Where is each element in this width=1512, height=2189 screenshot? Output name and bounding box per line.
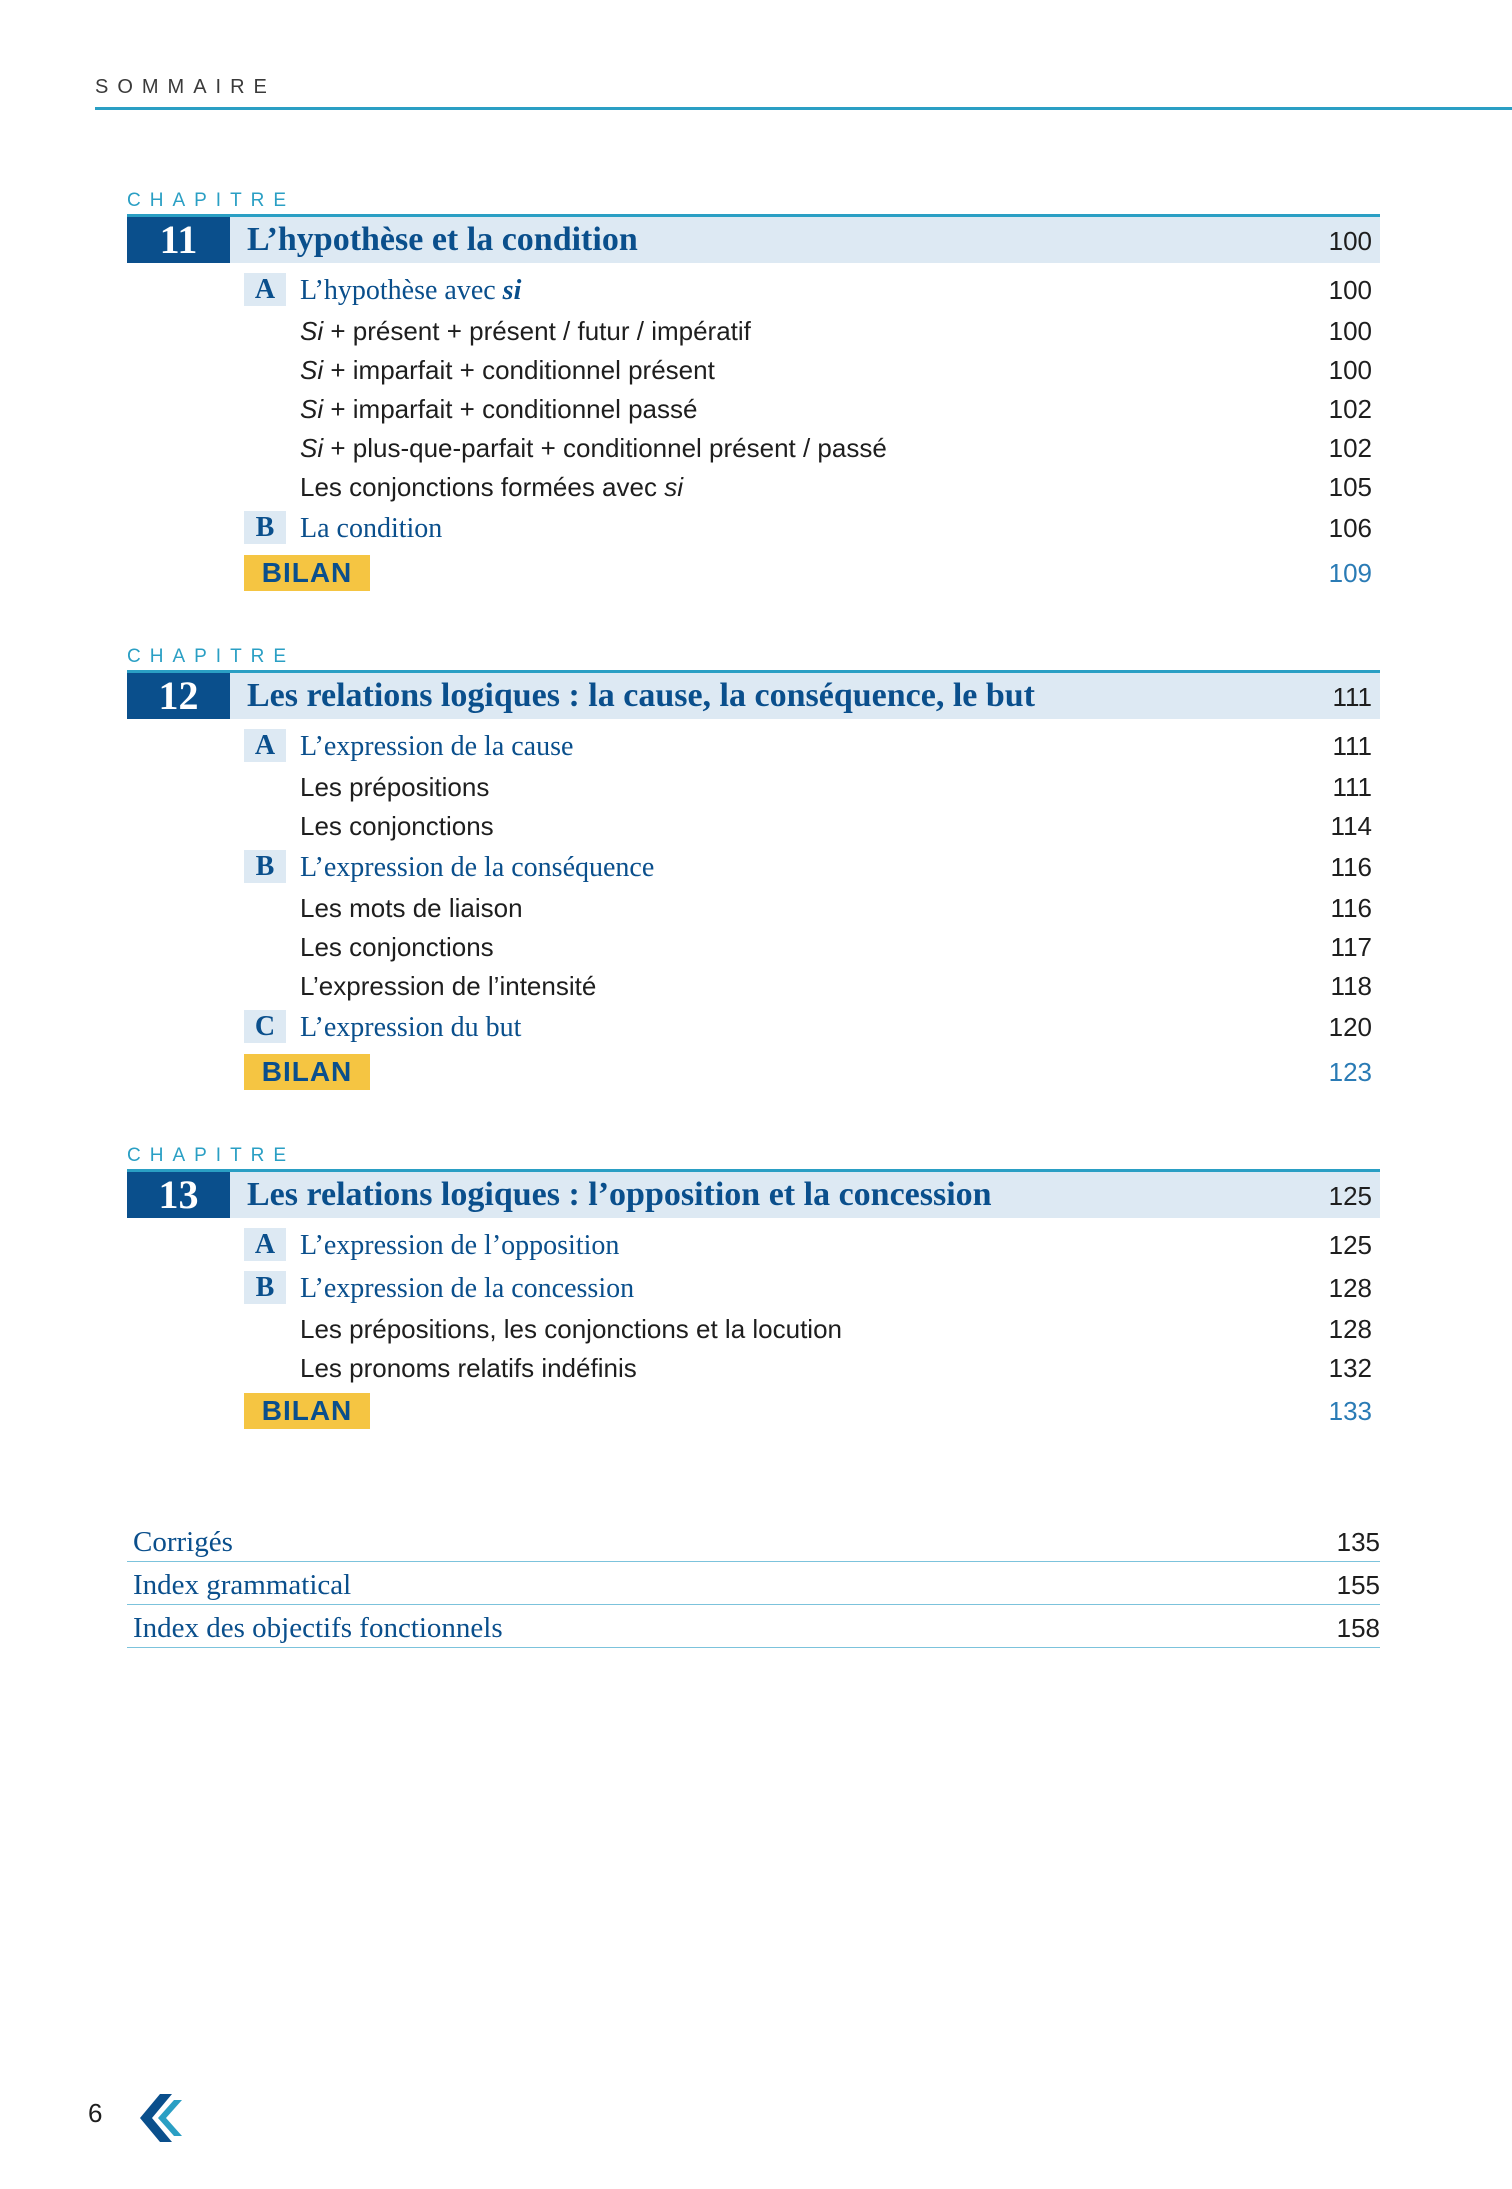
section-letter: A <box>244 273 286 306</box>
chapter-number: 11 <box>127 217 230 263</box>
section-page: 106 <box>1328 513 1372 543</box>
section-row[interactable] <box>244 1267 1380 1310</box>
chapter-bar[interactable] <box>127 670 1380 719</box>
chapter-13 <box>127 1145 1380 1434</box>
subsection-title: Les conjonctions formées avec si <box>300 472 683 502</box>
subsection-row[interactable] <box>244 351 1380 390</box>
chapter-page: 100 <box>1328 226 1372 256</box>
section-title: L’expression de la cause <box>300 731 574 762</box>
subsection-row[interactable] <box>244 390 1380 429</box>
subsection-title: Les mots de liaison <box>300 893 523 923</box>
double-chevron-left-icon <box>130 2090 186 2151</box>
bilan-page: 133 <box>1328 1396 1372 1426</box>
annex-page: 155 <box>1336 1570 1380 1600</box>
chapter-bar[interactable] <box>127 1169 1380 1218</box>
subsection-page: 117 <box>1330 932 1372 962</box>
subsection-page: 100 <box>1328 355 1372 385</box>
subsection-page: 118 <box>1330 971 1372 1001</box>
subsection-title: Les prépositions <box>300 772 490 802</box>
bilan-row[interactable] <box>244 550 1380 596</box>
subsection-title: Les conjonctions <box>300 932 494 962</box>
subsection-row[interactable] <box>244 1310 1380 1349</box>
section-title: L’expression de la conséquence <box>300 852 655 883</box>
subsection-title: Les prépositions, les conjonctions et la locution <box>300 1314 842 1344</box>
subsection-row[interactable] <box>244 967 1380 1006</box>
section-letter: C <box>244 1010 286 1043</box>
bilan-row[interactable] <box>244 1388 1380 1434</box>
chapter-title: L’hypothèse et la condition <box>247 221 638 258</box>
chapter-title: Les relations logiques : l’opposition et la concession <box>247 1176 992 1213</box>
header-rule <box>95 107 1512 110</box>
subsection-row[interactable] <box>244 312 1380 351</box>
bilan-page: 109 <box>1328 558 1372 588</box>
subsection-page: 105 <box>1328 472 1372 502</box>
chapter-page: 111 <box>1332 682 1372 712</box>
subsection-page: 102 <box>1328 433 1372 463</box>
chapter-title: Les relations logiques : la cause, la conséquence, le but <box>247 677 1035 714</box>
section-title: L’expression de la concession <box>300 1273 635 1304</box>
bilan-row[interactable] <box>244 1049 1380 1095</box>
chapter-number: 13 <box>127 1172 230 1218</box>
page-number: 6 <box>88 2098 103 2128</box>
chapter-label: CHAPITRE <box>127 646 296 667</box>
annex-list <box>127 1519 1380 1648</box>
section-page: 125 <box>1328 1230 1372 1260</box>
section-page: 120 <box>1328 1012 1372 1042</box>
chapter-label: CHAPITRE <box>127 1145 296 1166</box>
subsection-row[interactable] <box>244 1349 1380 1388</box>
annex-title: Corrigés <box>133 1526 233 1558</box>
subsection-page: 100 <box>1328 316 1372 346</box>
section-row[interactable] <box>244 1006 1380 1049</box>
bilan-badge: BILAN <box>244 555 370 591</box>
subsection-title: L’expression de l’intensité <box>300 971 597 1001</box>
annex-page: 158 <box>1336 1613 1380 1643</box>
section-row[interactable] <box>244 269 1380 312</box>
chapter-number: 12 <box>127 673 230 719</box>
section-row[interactable] <box>244 507 1380 550</box>
subsection-title: Si + plus-que-parfait + conditionnel présent / passé <box>300 433 887 463</box>
section-page: 128 <box>1328 1273 1372 1303</box>
subsection-title: Si + présent + présent / futur / impératif <box>300 316 751 346</box>
subsection-row[interactable] <box>244 768 1380 807</box>
section-page: 111 <box>1332 731 1372 761</box>
subsection-page: 111 <box>1332 772 1372 802</box>
chapter-bar[interactable] <box>127 214 1380 263</box>
subsection-row[interactable] <box>244 889 1380 928</box>
bilan-page: 123 <box>1328 1057 1372 1087</box>
section-title: L’hypothèse avec si <box>300 275 522 306</box>
bilan-badge: BILAN <box>244 1393 370 1429</box>
section-letter: B <box>244 850 286 883</box>
subsection-title: Si + imparfait + conditionnel passé <box>300 394 698 424</box>
section-title: L’expression du but <box>300 1012 522 1043</box>
section-title: La condition <box>300 513 443 544</box>
subsection-row[interactable] <box>244 928 1380 967</box>
annex-title: Index des objectifs fonctionnels <box>133 1612 503 1644</box>
chapter-12 <box>127 646 1380 1095</box>
annex-title: Index grammatical <box>133 1569 352 1601</box>
subsection-title: Les pronoms relatifs indéfinis <box>300 1353 637 1383</box>
chapter-page: 125 <box>1328 1181 1372 1211</box>
section-letter: A <box>244 729 286 762</box>
section-row[interactable] <box>244 846 1380 889</box>
section-row[interactable] <box>244 725 1380 768</box>
section-title: L’expression de l’opposition <box>300 1230 620 1261</box>
annex-row-index-grammatical[interactable] <box>127 1562 1380 1605</box>
page-header-title: SOMMAIRE <box>95 76 276 98</box>
subsection-title: Les conjonctions <box>300 811 494 841</box>
chapter-list <box>127 190 1380 1484</box>
section-page: 100 <box>1328 275 1372 305</box>
subsection-page: 132 <box>1328 1353 1372 1383</box>
chapter-label: CHAPITRE <box>127 190 296 211</box>
annex-row-index-objectifs[interactable] <box>127 1605 1380 1648</box>
subsection-page: 102 <box>1328 394 1372 424</box>
subsection-row[interactable] <box>244 429 1380 468</box>
subsection-page: 116 <box>1330 893 1372 923</box>
bilan-badge: BILAN <box>244 1054 370 1090</box>
annex-page: 135 <box>1336 1527 1380 1557</box>
subsection-row[interactable] <box>244 807 1380 846</box>
subsection-page: 114 <box>1330 811 1372 841</box>
section-letter: B <box>244 1271 286 1304</box>
section-row[interactable] <box>244 1224 1380 1267</box>
section-letter: B <box>244 511 286 544</box>
annex-row-corriges[interactable] <box>127 1519 1380 1562</box>
chapter-11 <box>127 190 1380 596</box>
subsection-row[interactable] <box>244 468 1380 507</box>
subsection-page: 128 <box>1328 1314 1372 1344</box>
section-letter: A <box>244 1228 286 1261</box>
section-page: 116 <box>1330 852 1372 882</box>
section-title-emphasis: si <box>502 275 522 306</box>
subsection-title: Si + imparfait + conditionnel présent <box>300 355 715 385</box>
